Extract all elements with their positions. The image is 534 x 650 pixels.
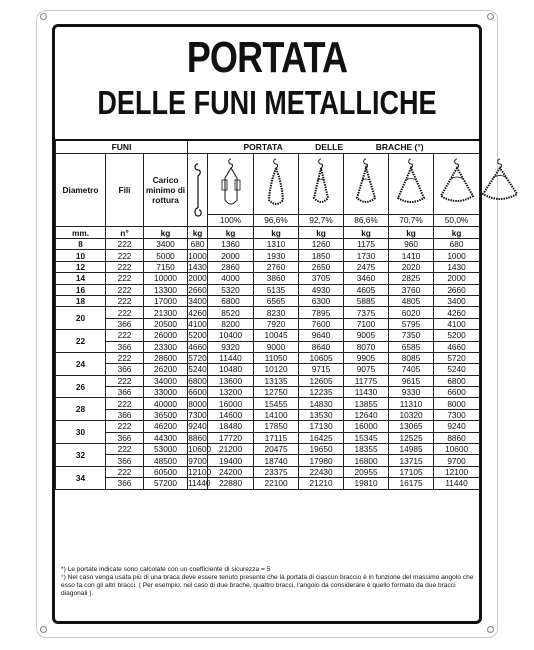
cell-carico: 10000: [144, 273, 188, 284]
column-header-row: [56, 154, 480, 215]
cell-portata: 15455: [254, 398, 299, 409]
cell-portata: 16425: [299, 432, 344, 443]
cell-carico: 13300: [144, 284, 188, 295]
sling-basket-60-icon: [393, 156, 429, 212]
cell-fili: 222: [106, 239, 144, 250]
cell-fili: 222: [106, 261, 144, 272]
cell-portata: 5720: [188, 353, 207, 364]
cell-portata: 11440: [208, 352, 254, 363]
cell-portata: 11430: [344, 387, 389, 398]
cell-carico: 3400: [144, 239, 188, 250]
header-delle: DELLE: [315, 142, 344, 152]
cell-portata: 1310: [254, 239, 299, 250]
title-portata: PORTATA: [186, 33, 348, 82]
cell-portata: 3860: [254, 273, 299, 284]
cell-portata: 8640: [299, 341, 344, 352]
cell-fili: 222: [106, 375, 144, 386]
cell-portata: 4260: [188, 307, 207, 318]
cell-portata: 1000: [434, 250, 480, 261]
table-row: [56, 409, 480, 420]
cell-carico: 26000: [144, 330, 188, 341]
table-row: [56, 295, 480, 306]
cell-portata: 20475: [254, 444, 299, 455]
unit-mm: mm.: [56, 227, 106, 239]
cell-portata: 6800: [434, 375, 480, 386]
mount-hole-top-left: [40, 13, 47, 20]
icon-cell-3: [299, 154, 344, 215]
cell-portata: 11440: [434, 478, 480, 489]
cell-portata: 13715: [389, 455, 434, 466]
cell-portata: 5240: [434, 364, 480, 375]
cell-portata: 6600: [188, 387, 207, 398]
table-row: [56, 398, 480, 409]
cell-portata: 12640: [344, 409, 389, 420]
table-row: [56, 250, 480, 261]
cell-portata: 12750: [254, 387, 299, 398]
pct-3: 92,7%: [299, 214, 344, 226]
cell-portata: 1430: [188, 261, 207, 272]
cell-portata: 18740: [254, 455, 299, 466]
mount-hole-bottom-right: [487, 626, 494, 633]
cell-portata: 1850: [299, 250, 344, 261]
cell-portata: 8070: [344, 341, 389, 352]
cell-diametro: 12: [56, 261, 106, 272]
cell-portata: 14985: [389, 444, 434, 455]
cell-portata: 6585: [389, 341, 434, 352]
cell-diametro: 16: [56, 284, 106, 295]
cell-portata: 9905: [344, 352, 389, 363]
unit-kg: kg: [254, 227, 299, 239]
table-row: [56, 466, 480, 477]
table-row: [56, 273, 480, 284]
cell-fili: 222: [106, 444, 144, 455]
cell-portata: 2000: [434, 273, 480, 284]
cell-portata: 12605: [299, 375, 344, 386]
icon-cell-1: [208, 154, 254, 215]
cell-portata: 10400: [208, 330, 254, 341]
cell-portata: 24200: [208, 466, 254, 477]
cell-portata: 2825: [389, 273, 434, 284]
cell-portata: 7300: [434, 409, 480, 420]
cell-portata: 6600: [434, 387, 480, 398]
cell-carico: 33000: [144, 387, 188, 398]
table-row: [56, 352, 480, 363]
cell-portata: 7895: [299, 307, 344, 318]
sling-choke-icon: [261, 156, 291, 212]
cell-diametro: 28: [56, 398, 106, 421]
cell-portata: 9640: [299, 330, 344, 341]
cell-portata: 4100: [188, 318, 207, 329]
cell-portata: 3400: [188, 296, 207, 307]
cell-portata: 8085: [389, 352, 434, 363]
cell-portata: 12100: [188, 467, 212, 477]
col-fili: Fili: [106, 154, 144, 227]
cell-fili: 222: [106, 421, 144, 432]
table-row: [56, 330, 480, 341]
cell-fili: 366: [106, 478, 144, 489]
cell-fili: 366: [106, 387, 144, 398]
cell-portata: 18480: [208, 421, 254, 432]
pct-5: 70,7%: [389, 214, 434, 226]
cell-fili: 222: [106, 284, 144, 295]
cell-fili: 366: [106, 341, 144, 352]
cell-portata: 9000: [254, 341, 299, 352]
cell-fili: 222: [106, 352, 144, 363]
unit-kg: kg: [188, 227, 208, 239]
cell-portata: 15345: [344, 432, 389, 443]
cell-portata: 9240: [188, 421, 207, 432]
cell-portata: 5135: [254, 284, 299, 295]
title-delle-funi-metalliche: DELLE FUNI METALLICHE: [97, 84, 437, 121]
col-diametro: Diametro: [56, 154, 106, 227]
cell-portata: 2000: [188, 273, 207, 284]
cell-portata: 16800: [344, 455, 389, 466]
cell-portata: 8860: [434, 432, 480, 443]
cell-carico: 48500: [144, 455, 188, 466]
cell-portata: 12235: [299, 387, 344, 398]
cell-portata: 11775: [344, 375, 389, 386]
cell-portata: 6800: [188, 375, 207, 386]
cell-portata: 5885: [344, 295, 389, 306]
icon-cell-2: [254, 154, 299, 215]
cell-portata: 5240: [188, 364, 207, 375]
cell-portata: 680: [434, 239, 480, 250]
mount-hole-bottom-left: [40, 626, 47, 633]
cell-portata: 13600: [208, 375, 254, 386]
cell-portata: 19650: [299, 444, 344, 455]
cell-portata: 4805: [389, 295, 434, 306]
cell-diametro: 26: [56, 375, 106, 398]
cell-portata: 5795: [389, 318, 434, 329]
cell-portata: 13200: [208, 387, 254, 398]
cell-portata: 1260: [299, 239, 344, 250]
cell-portata: 4660: [188, 341, 207, 352]
table-row: [56, 307, 480, 318]
cell-portata: 19810: [344, 478, 389, 489]
cell-portata: 14600: [208, 409, 254, 420]
table-row: [56, 364, 480, 375]
col-carico: Carico minimo di rottura: [144, 154, 188, 227]
cell-portata: 8200: [208, 318, 254, 329]
sling-basket-90-icon: [438, 156, 476, 212]
cell-portata: 2660: [188, 284, 207, 295]
unit-kg: kg: [389, 227, 434, 239]
cell-portata: 9715: [299, 364, 344, 375]
cell-portata: 8230: [254, 307, 299, 318]
cell-portata: 11310: [389, 398, 434, 409]
table-row: [56, 421, 480, 432]
cell-portata: 9615: [389, 375, 434, 386]
unit-kg: kg: [299, 227, 344, 239]
cell-portata: 7375: [344, 307, 389, 318]
icon-cell-5: [389, 154, 434, 215]
cell-portata: 4930: [299, 284, 344, 295]
cell-portata: 8000: [434, 398, 480, 409]
cell-portata: 2660: [434, 284, 480, 295]
cell-portata: 10600: [188, 444, 212, 455]
cell-portata: 5320: [208, 284, 254, 295]
cell-carico: 7150: [144, 261, 188, 272]
cell-diametro: 32: [56, 444, 106, 467]
cell-portata: 7300: [188, 410, 207, 421]
cell-portata: 4260: [434, 307, 480, 318]
header-portata: PORTATA: [243, 142, 283, 152]
cell-portata: 9075: [344, 364, 389, 375]
cell-portata: 9005: [344, 330, 389, 341]
cell-diametro: 22: [56, 330, 106, 353]
sling-clamped-icon: [216, 156, 246, 212]
cell-fili: 366: [106, 432, 144, 443]
cell-portata: 680: [188, 239, 208, 250]
cell-portata: 22880: [208, 478, 254, 489]
cell-portata: 14830: [299, 398, 344, 409]
cell-portata: 6800: [208, 295, 254, 306]
cell-portata: 3400: [434, 295, 480, 306]
pct-2: 96,6%: [254, 214, 299, 226]
cell-fili: 366: [106, 364, 144, 375]
cell-carico: 60500: [144, 466, 188, 477]
cell-portata: 13135: [254, 375, 299, 386]
cell-portata: 4660: [434, 341, 480, 352]
cell-portata: 4000: [208, 273, 254, 284]
cell-diametro: 10: [56, 250, 106, 261]
table-row: [56, 387, 480, 398]
mount-hole-top-right: [487, 13, 494, 20]
cell-carico: 20500: [144, 318, 188, 329]
icon-cell-6: [434, 154, 480, 215]
cell-carico: 44300: [144, 432, 188, 443]
cell-portata: 22100: [254, 478, 299, 489]
icon-cell-hook: [188, 154, 208, 227]
sling-basket-30-icon: [351, 156, 381, 212]
cell-portata: 2000: [208, 250, 254, 261]
cell-portata: 1000: [188, 250, 207, 261]
cell-portata: 17980: [299, 455, 344, 466]
table-row: [56, 341, 480, 352]
cell-portata: 23375: [254, 466, 299, 477]
cell-portata: 6020: [389, 307, 434, 318]
cell-portata: 9330: [389, 387, 434, 398]
cell-portata: 8860: [188, 432, 207, 443]
group-header-row: [56, 140, 480, 154]
cell-portata: 3705: [299, 273, 344, 284]
table-row: [56, 432, 480, 443]
cell-portata: 10605: [299, 352, 344, 363]
cell-fili: 222: [106, 466, 144, 477]
table-body: [56, 239, 480, 490]
cell-carico: 5000: [144, 250, 188, 261]
cell-carico: 34000: [144, 375, 188, 386]
cell-diametro: 20: [56, 307, 106, 330]
pct-4: 86,6%: [344, 214, 389, 226]
hook-straight-icon: [192, 160, 204, 220]
table-row: [56, 318, 480, 329]
cell-portata: 14100: [254, 409, 299, 420]
cell-portata: 13855: [344, 398, 389, 409]
cell-portata: 4100: [434, 318, 480, 329]
cell-portata: 10600: [434, 444, 480, 455]
table-row: [56, 239, 480, 250]
cell-portata: 7920: [254, 318, 299, 329]
cell-fili: 366: [106, 318, 144, 329]
cell-carico: 36500: [144, 409, 188, 420]
pct-1: 100%: [208, 214, 254, 226]
cell-portata: 1430: [434, 261, 480, 272]
cell-portata: 9240: [434, 421, 480, 432]
cell-portata: 5200: [188, 330, 207, 341]
cell-portata: 13065: [389, 421, 434, 432]
cell-portata: 4605: [344, 284, 389, 295]
table-row: [56, 284, 480, 295]
cell-portata: 10045: [254, 330, 299, 341]
cell-fili: 222: [106, 307, 144, 318]
cell-portata: 8000: [188, 398, 207, 409]
cell-portata: 5200: [434, 330, 480, 341]
table-row: [56, 444, 480, 455]
cell-carico: 40000: [144, 398, 188, 409]
unit-kg: kg: [144, 227, 188, 239]
table-row: [56, 261, 480, 272]
cell-diametro: 34: [56, 466, 106, 489]
cell-portata: 17130: [299, 421, 344, 432]
cell-portata: 11050: [254, 352, 299, 363]
cell-portata: 10320: [389, 409, 434, 420]
cell-fili: 222: [106, 330, 144, 341]
unit-kg: kg: [434, 227, 480, 239]
cell-portata: 12525: [389, 432, 434, 443]
cell-portata: 3760: [389, 284, 434, 295]
cell-fili: 222: [106, 273, 144, 284]
cell-portata: 7350: [389, 330, 434, 341]
cell-portata: 9320: [208, 341, 254, 352]
cell-portata: 6300: [299, 295, 344, 306]
cell-portata: 12100: [434, 466, 480, 477]
cell-diametro: 24: [56, 352, 106, 375]
footnotes: [61, 566, 476, 598]
cell-portata: 20955: [344, 466, 389, 477]
cell-portata: 18355: [344, 444, 389, 455]
cell-portata: 6565: [254, 295, 299, 306]
table-row: [56, 478, 480, 489]
cell-portata: 2020: [389, 261, 434, 272]
cell-portata: 5720: [434, 352, 480, 363]
cell-portata: 17105: [389, 466, 434, 477]
sign-panel: [52, 24, 482, 624]
cell-fili: 222: [106, 250, 144, 261]
sling-basket-120-icon: [480, 156, 520, 212]
cell-portata: 9700: [434, 455, 480, 466]
cell-portata: 21200: [208, 444, 254, 455]
cell-portata: 2650: [299, 261, 344, 272]
cell-diametro: 14: [56, 273, 106, 284]
header-funi: FUNI: [56, 140, 188, 154]
cell-portata: 3460: [344, 273, 389, 284]
cell-carico: 28600: [144, 352, 188, 363]
cell-fili: 366: [106, 409, 144, 420]
cell-diametro: 8: [56, 239, 106, 250]
table-row: [56, 375, 480, 386]
cell-portata: 1930: [254, 250, 299, 261]
cell-carico: 23300: [144, 341, 188, 352]
cell-portata: 7405: [389, 364, 434, 375]
cell-portata: 2760: [254, 261, 299, 272]
cell-portata: 17115: [254, 432, 299, 443]
load-capacity-table: [55, 139, 480, 490]
cell-portata: 7600: [299, 318, 344, 329]
cell-diametro: 30: [56, 421, 106, 444]
cell-fili: 222: [106, 398, 144, 409]
cell-portata: 7100: [344, 318, 389, 329]
cell-carico: 53000: [144, 444, 188, 455]
cell-portata: 2860: [208, 261, 254, 272]
unit-n: n°: [106, 227, 144, 239]
cell-portata: 8520: [208, 307, 254, 318]
table-row: [56, 455, 480, 466]
pct-6: 50,0%: [434, 214, 480, 226]
unit-kg: kg: [208, 227, 254, 239]
footnote-angle: °) Nel caso venga usata più di una braca deve essere tenuto presente che la portata di ciascun braccio è in funzione del massimo angolo che esso fa con gli altri bracci. ( Per esempio: nel caso di due brache, quattro bracci, l'angolo da considerare è quello formato da due bracci diagonali ).: [61, 574, 474, 597]
cell-portata: 1410: [389, 250, 434, 261]
cell-portata: 10480: [208, 364, 254, 375]
cell-portata: 10120: [254, 364, 299, 375]
cell-diametro: 18: [56, 295, 106, 306]
cell-fili: 222: [106, 295, 144, 306]
cell-portata: 19400: [208, 455, 254, 466]
cell-portata: 1360: [208, 239, 254, 250]
cell-carico: 17000: [144, 295, 188, 306]
cell-carico: 57200: [144, 478, 188, 489]
cell-fili: 366: [106, 455, 144, 466]
cell-portata: 2475: [344, 261, 389, 272]
cell-carico: 26200: [144, 364, 188, 375]
cell-portata: 16000: [344, 421, 389, 432]
cell-portata: 17720: [208, 432, 254, 443]
cell-portata: 1175: [344, 239, 389, 250]
icon-cell-4: [344, 154, 389, 215]
cell-carico: 21300: [144, 307, 188, 318]
cell-portata: 11440: [188, 478, 211, 489]
cell-portata: 16175: [389, 478, 434, 489]
cell-portata: 22430: [299, 466, 344, 477]
footnote-safety: *) Le portate indicate sono calcolate con un coefficiente di sicurezza = 5: [61, 566, 271, 573]
sling-basket-vertical-icon: [306, 156, 336, 212]
cell-portata: 960: [389, 239, 434, 250]
header-portata-delle-brache: [188, 140, 480, 154]
unit-kg: kg: [344, 227, 389, 239]
cell-portata: 16000: [208, 398, 254, 409]
cell-portata: 13530: [299, 409, 344, 420]
cell-portata: 17850: [254, 421, 299, 432]
unit-row: [56, 227, 480, 239]
cell-portata: 9700: [188, 455, 207, 466]
header-brache: BRACHE (°): [375, 142, 424, 152]
cell-carico: 46200: [144, 421, 188, 432]
cell-portata: 1730: [344, 250, 389, 261]
cell-portata: 21210: [299, 478, 344, 489]
